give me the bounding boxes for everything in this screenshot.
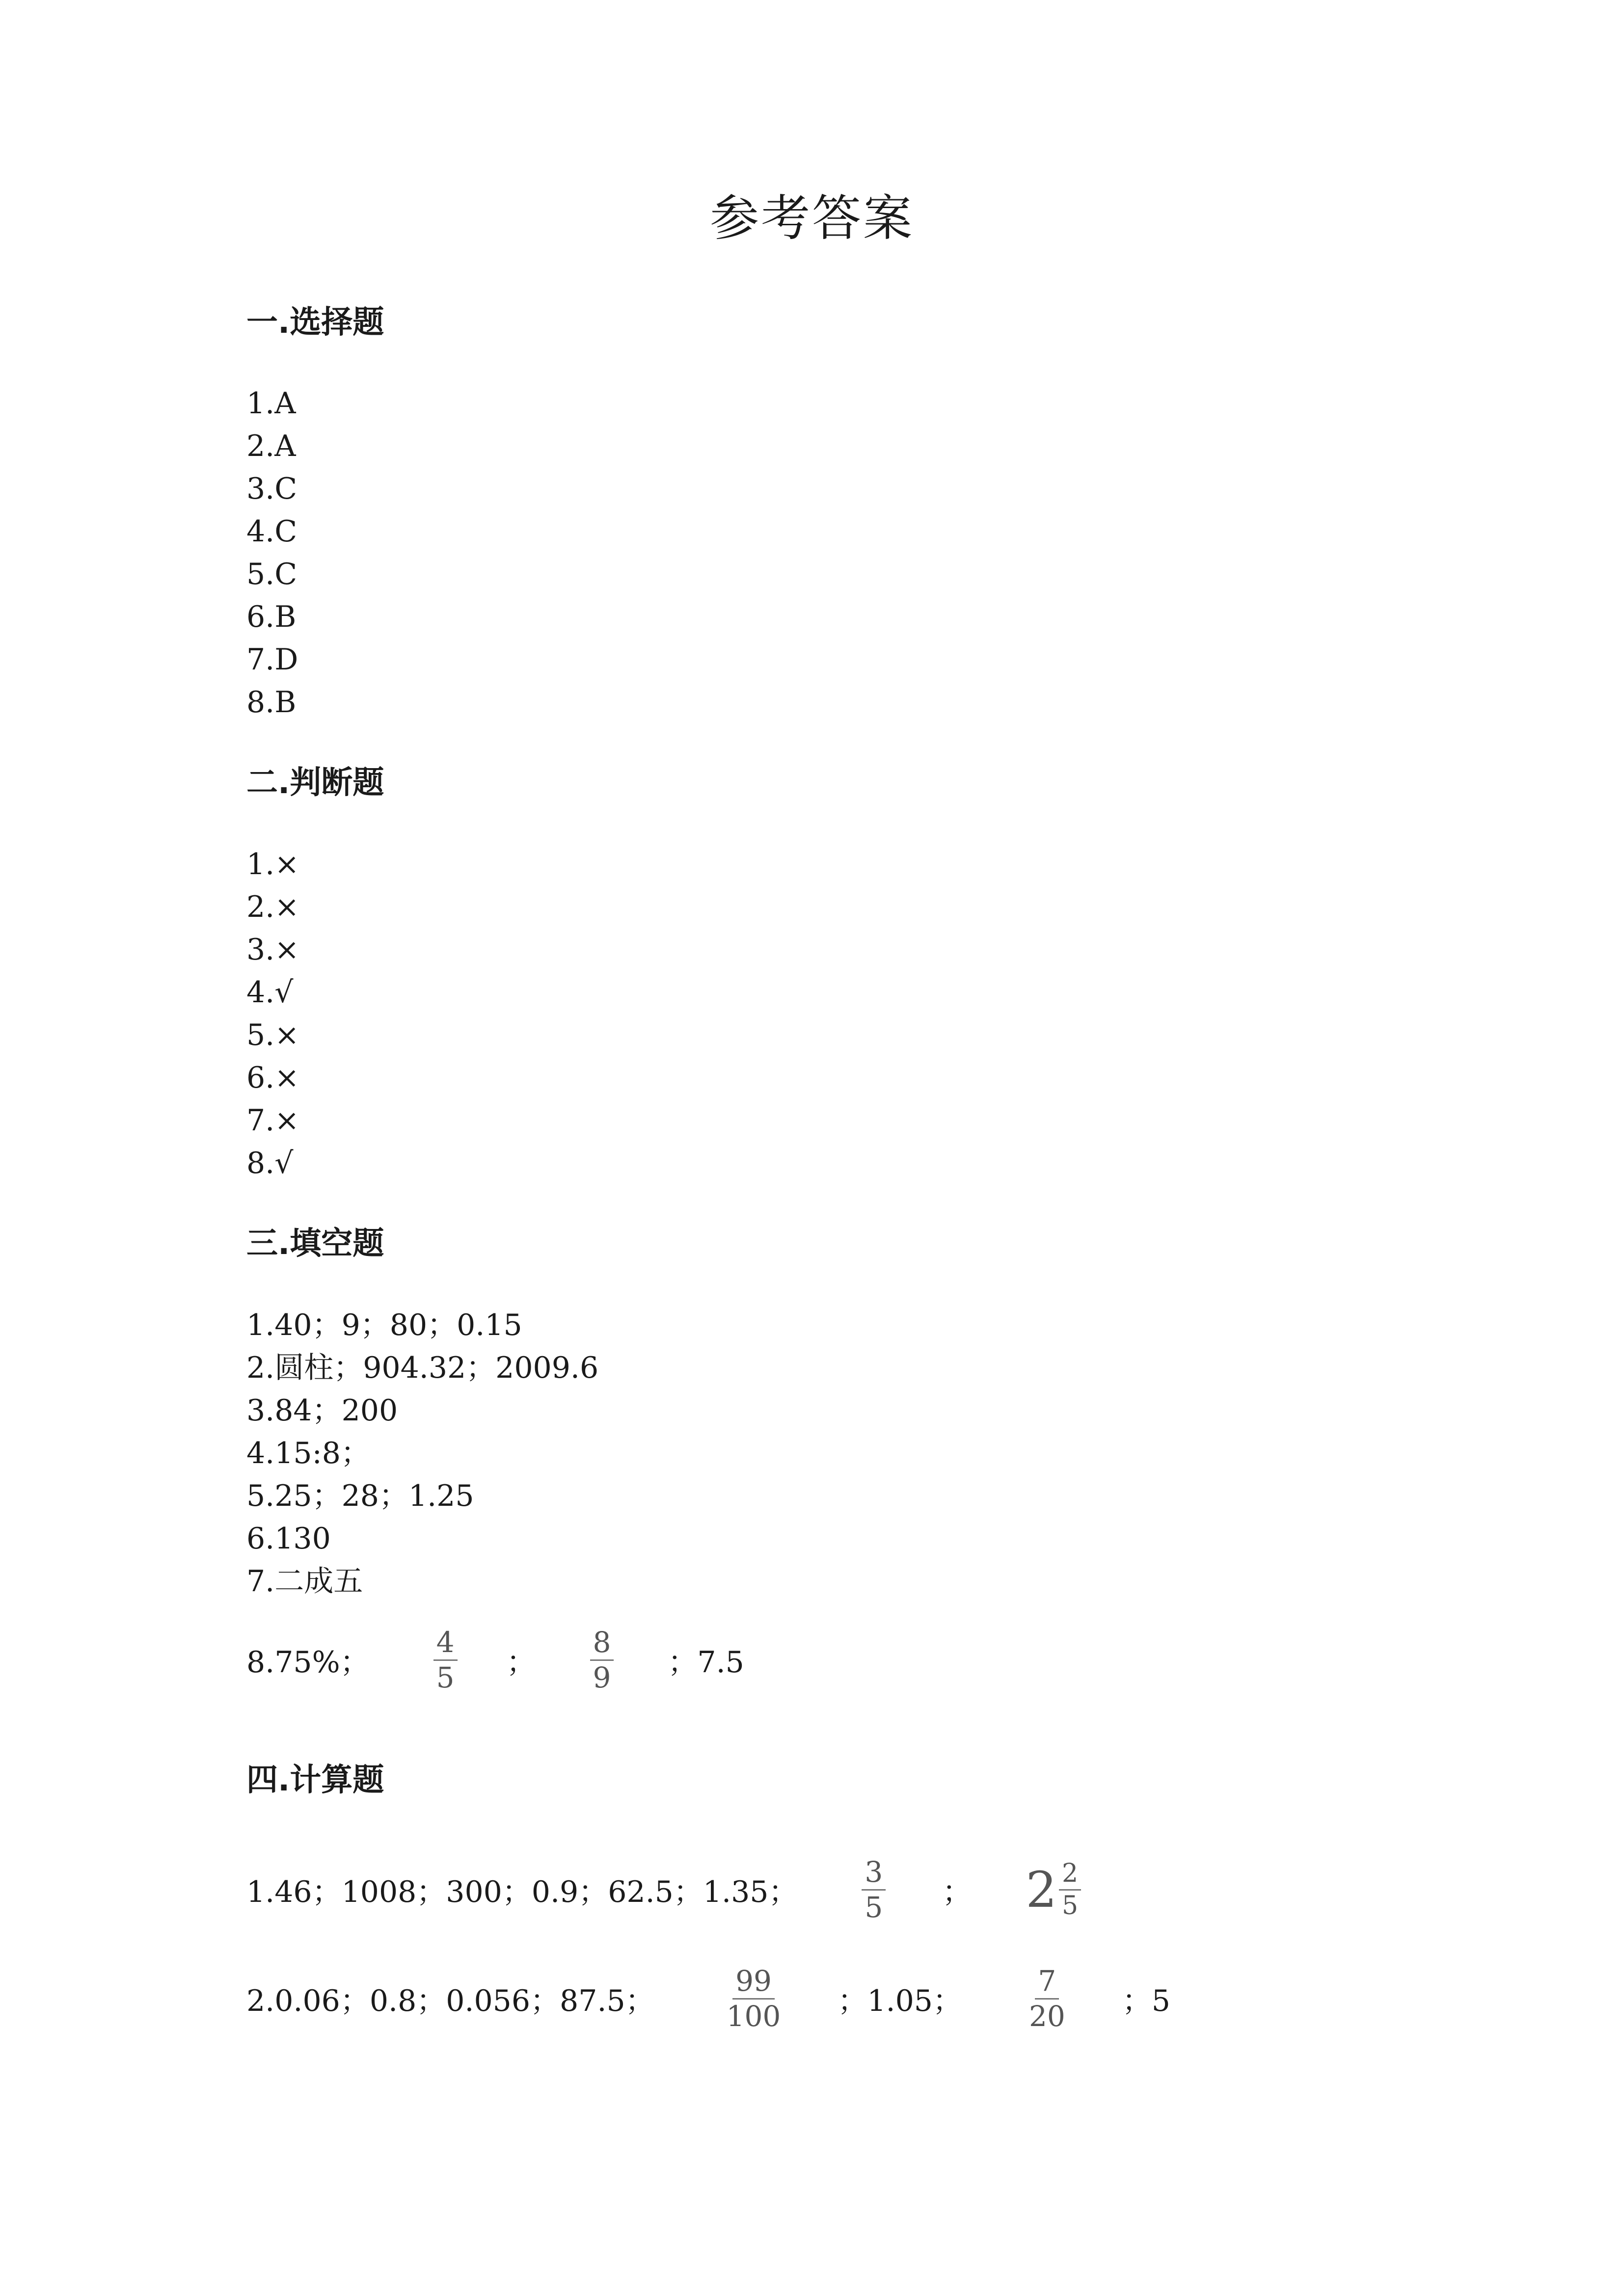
answer-line: 5.25；28；1.25 (246, 1479, 474, 1513)
answer-line: 2.A (246, 429, 296, 463)
answer-line: 4.15:8； (246, 1436, 370, 1470)
fraction-numerator: 2 (1059, 1860, 1081, 1891)
section-heading-calc: 四.计算题 (246, 1762, 384, 1798)
answer-line: 2.× (246, 890, 299, 924)
answer-line: 4.√ (246, 975, 294, 1010)
fraction (1059, 1860, 1081, 1919)
answer-line: 3.× (246, 933, 299, 967)
page-title: 参考答案 (710, 189, 914, 247)
answer-separator: ； (942, 1875, 972, 1909)
answer-line: 2.圆柱；904.32；2009.6 (246, 1351, 599, 1385)
fraction (1026, 1966, 1068, 2031)
fraction-denominator: 5 (865, 1890, 883, 1924)
answer-line: 6.B (246, 600, 297, 634)
answer-line: 1.× (246, 847, 299, 881)
fraction-denominator: 9 (593, 1660, 611, 1694)
answer-line: 8.√ (246, 1146, 294, 1180)
mixed-whole: 2 (1026, 1861, 1057, 1919)
fraction (862, 1857, 886, 1922)
answer-line: 7.× (246, 1103, 299, 1138)
answer-line: 1.A (246, 386, 296, 421)
fraction-denominator: 5 (436, 1660, 455, 1694)
fraction-denominator: 5 (1061, 1891, 1079, 1921)
answer-line: 5.C (246, 557, 298, 591)
answer-text: ；5 (1122, 1984, 1170, 2018)
section-heading-fill: 三.填空题 (246, 1226, 384, 1262)
answer-line-with-fractions (246, 1949, 1170, 2048)
fraction (433, 1625, 458, 1694)
answer-line: 1.40；9；80；0.15 (246, 1308, 522, 1342)
answer-line-with-fractions (246, 1611, 744, 1709)
answer-line: 7.D (246, 642, 298, 677)
answer-line: 3.84；200 (246, 1393, 398, 1428)
fraction-numerator: 4 (433, 1628, 458, 1661)
mixed-number (1026, 1860, 1081, 1919)
answer-line: 3.C (246, 472, 298, 506)
answer-line-with-fractions (246, 1841, 1081, 1939)
answer-line: 7.二成五 (246, 1564, 363, 1599)
fraction (590, 1625, 614, 1694)
answer-text: 2.0.06；0.8；0.056；87.5； (246, 1984, 655, 2018)
fraction (724, 1966, 784, 2031)
answer-line: 6.× (246, 1061, 299, 1095)
answer-line: 6.130 (246, 1522, 331, 1556)
fraction-numerator: 7 (1035, 1966, 1059, 2000)
answer-text: ；1.05； (838, 1984, 962, 2018)
fraction-denominator: 100 (726, 1999, 781, 2033)
fraction-numerator: 3 (862, 1857, 886, 1891)
fraction-denominator: 20 (1029, 1999, 1065, 2033)
answer-separator: ； (506, 1645, 536, 1680)
answer-text: 8.75%； (246, 1645, 370, 1680)
answer-line: 4.C (246, 514, 298, 549)
answer-text: ；7.5 (668, 1645, 744, 1680)
answer-line: 5.× (246, 1018, 299, 1052)
fraction-numerator: 8 (590, 1628, 614, 1661)
answer-line: 8.B (246, 685, 297, 720)
section-heading-judge: 二.判断题 (246, 765, 384, 801)
section-heading-choice: 一.选择题 (246, 304, 384, 341)
answer-text: 1.46；1008；300；0.9；62.5；1.35； (246, 1875, 798, 1909)
fraction-numerator: 99 (732, 1966, 775, 2000)
